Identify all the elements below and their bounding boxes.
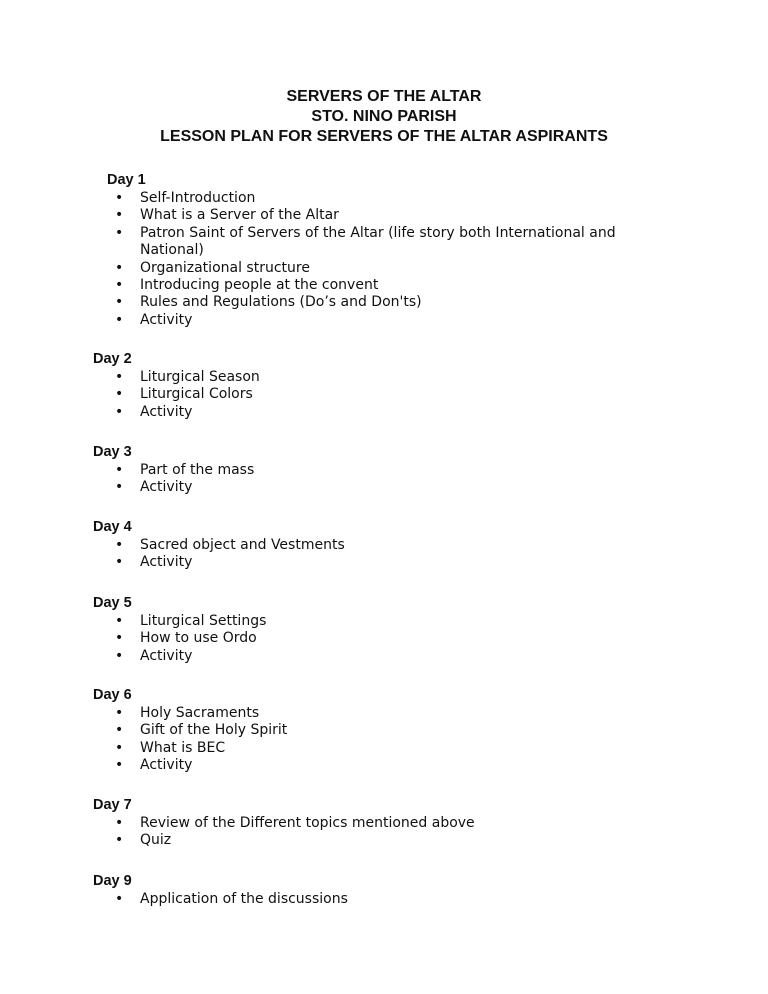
list-item: • Patron Saint of Servers of the Altar (life story both International and National) <box>0 225 660 260</box>
day-title: Day 5 <box>93 595 132 611</box>
list-item: • Gift of the Holy Spirit <box>0 722 660 739</box>
list-item: • Quiz <box>0 832 660 849</box>
day-topic-list <box>0 537 768 572</box>
list-item: • Part of the mass <box>0 462 660 479</box>
list-item: • Review of the Different topics mentioned above <box>0 815 660 832</box>
header-title: SERVERS OF THE ALTAR <box>286 88 482 105</box>
list-item: • What is a Server of the Altar <box>0 207 660 224</box>
day-topic-list <box>0 613 768 665</box>
list-item: • Activity <box>0 479 660 496</box>
day-title: Day 7 <box>93 797 132 813</box>
list-item: • Activity <box>0 404 660 421</box>
day-topic-list <box>0 705 768 775</box>
list-item: • Activity <box>0 648 660 665</box>
day-title: Day 6 <box>93 687 132 703</box>
list-item: • Liturgical Colors <box>0 386 660 403</box>
list-item: • Liturgical Season <box>0 369 660 386</box>
list-item: • Activity <box>0 554 660 571</box>
day-title: Day 9 <box>93 873 132 889</box>
list-item: • Application of the discussions <box>0 891 660 908</box>
list-item: • Sacred object and Vestments <box>0 537 660 554</box>
list-item: • How to use Ordo <box>0 630 660 647</box>
day-topic-list <box>0 815 768 850</box>
list-item: • Organizational structure <box>0 260 660 277</box>
day-title: Day 4 <box>93 519 132 535</box>
day-topic-list <box>0 891 768 908</box>
list-item: • Introducing people at the convent <box>0 277 660 294</box>
list-item: • Holy Sacraments <box>0 705 660 722</box>
list-item: • What is BEC <box>0 740 660 757</box>
day-topic-list <box>0 462 768 497</box>
day-title: Day 2 <box>93 351 132 367</box>
day-title: Day 1 <box>107 172 146 188</box>
header-subtitle: LESSON PLAN FOR SERVERS OF THE ALTAR ASPIRANTS <box>160 128 608 145</box>
day-title: Day 3 <box>93 444 132 460</box>
list-item: • Self-Introduction <box>0 190 660 207</box>
list-item: • Activity <box>0 312 660 329</box>
list-item: • Liturgical Settings <box>0 613 660 630</box>
list-item: • Rules and Regulations (Do’s and Don'ts) <box>0 294 660 311</box>
day-topic-list <box>0 369 768 421</box>
document-header <box>0 87 768 147</box>
list-item: • Activity <box>0 757 660 774</box>
day-topic-list <box>0 190 768 329</box>
header-parish: STO. NINO PARISH <box>311 108 457 125</box>
